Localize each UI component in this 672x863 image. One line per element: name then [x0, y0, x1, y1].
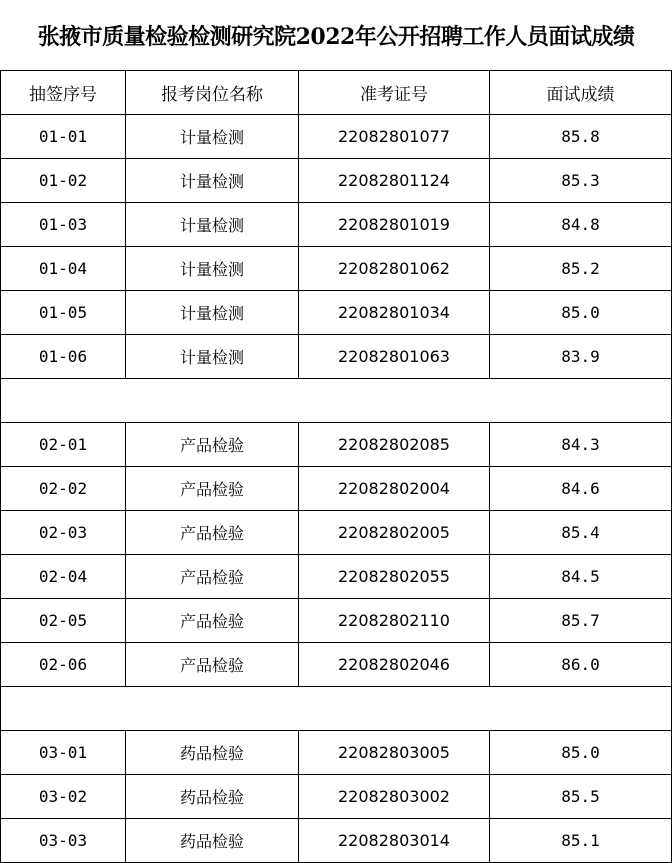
position-cell: 产品检验	[126, 599, 299, 643]
exam-no-cell: 22082802005	[299, 511, 490, 555]
table-row	[1, 335, 672, 379]
seq-cell: 02-03	[1, 511, 126, 555]
exam-no-cell: 22082801124	[299, 159, 490, 203]
seq-cell: 03-01	[1, 731, 126, 775]
position-cell: 产品检验	[126, 423, 299, 467]
position-cell: 药品检验	[126, 819, 299, 863]
table-row	[1, 599, 672, 643]
score-cell: 85.4	[490, 511, 672, 555]
position-cell: 药品检验	[126, 731, 299, 775]
position-cell: 计量检测	[126, 115, 299, 159]
position-cell: 计量检测	[126, 291, 299, 335]
exam-no-cell: 22082803002	[299, 775, 490, 819]
exam-no-cell: 22082803014	[299, 819, 490, 863]
table-row	[1, 467, 672, 511]
score-cell: 86.0	[490, 643, 672, 687]
seq-cell: 02-04	[1, 555, 126, 599]
position-cell: 产品检验	[126, 511, 299, 555]
table-row	[1, 511, 672, 555]
position-cell: 产品检验	[126, 643, 299, 687]
seq-cell: 01-06	[1, 335, 126, 379]
position-cell: 计量检测	[126, 335, 299, 379]
table-row	[1, 247, 672, 291]
group-separator-row	[1, 379, 672, 423]
seq-cell: 01-03	[1, 203, 126, 247]
position-cell: 产品检验	[126, 467, 299, 511]
score-cell: 85.8	[490, 115, 672, 159]
exam-no-cell: 22082802004	[299, 467, 490, 511]
seq-cell: 02-01	[1, 423, 126, 467]
column-header-score: 面试成绩	[490, 71, 672, 115]
table-row	[1, 819, 672, 863]
seq-cell: 01-02	[1, 159, 126, 203]
group-separator-cell	[1, 379, 672, 423]
score-cell: 84.5	[490, 555, 672, 599]
score-cell: 84.6	[490, 467, 672, 511]
seq-cell: 03-03	[1, 819, 126, 863]
column-header-seq: 抽签序号	[1, 71, 126, 115]
score-cell: 83.9	[490, 335, 672, 379]
exam-no-cell: 22082801019	[299, 203, 490, 247]
table-row	[1, 159, 672, 203]
exam-no-cell: 22082801062	[299, 247, 490, 291]
exam-no-cell: 22082802055	[299, 555, 490, 599]
position-cell: 产品检验	[126, 555, 299, 599]
position-cell: 计量检测	[126, 247, 299, 291]
score-cell: 85.2	[490, 247, 672, 291]
seq-cell: 02-06	[1, 643, 126, 687]
exam-no-cell: 22082801063	[299, 335, 490, 379]
position-cell: 计量检测	[126, 203, 299, 247]
score-cell: 85.5	[490, 775, 672, 819]
exam-no-cell: 22082802085	[299, 423, 490, 467]
score-cell: 85.7	[490, 599, 672, 643]
exam-no-cell: 22082801034	[299, 291, 490, 335]
seq-cell: 01-05	[1, 291, 126, 335]
position-cell: 计量检测	[126, 159, 299, 203]
exam-no-cell: 22082803005	[299, 731, 490, 775]
score-cell: 85.3	[490, 159, 672, 203]
column-header-position: 报考岗位名称	[126, 71, 299, 115]
page-title: 张掖市质量检验检测研究院2022年公开招聘工作人员面试成绩	[37, 23, 635, 50]
score-cell: 85.0	[490, 291, 672, 335]
table-row	[1, 291, 672, 335]
results-table	[0, 70, 672, 863]
score-cell: 85.1	[490, 819, 672, 863]
table-row	[1, 423, 672, 467]
exam-no-cell: 22082801077	[299, 115, 490, 159]
table-row	[1, 775, 672, 819]
seq-cell: 02-05	[1, 599, 126, 643]
group-separator-cell	[1, 687, 672, 731]
seq-cell: 03-02	[1, 775, 126, 819]
group-separator-row	[1, 687, 672, 731]
seq-cell: 01-04	[1, 247, 126, 291]
table-row	[1, 555, 672, 599]
score-cell: 84.8	[490, 203, 672, 247]
exam-no-cell: 22082802046	[299, 643, 490, 687]
table-row	[1, 203, 672, 247]
score-cell: 84.3	[490, 423, 672, 467]
score-cell: 85.0	[490, 731, 672, 775]
table-row	[1, 643, 672, 687]
column-header-exam-no: 准考证号	[299, 71, 490, 115]
exam-no-cell: 22082802110	[299, 599, 490, 643]
table-row	[1, 731, 672, 775]
position-cell: 药品检验	[126, 775, 299, 819]
table-row	[1, 115, 672, 159]
table-header-row	[1, 71, 672, 115]
seq-cell: 01-01	[1, 115, 126, 159]
seq-cell: 02-02	[1, 467, 126, 511]
